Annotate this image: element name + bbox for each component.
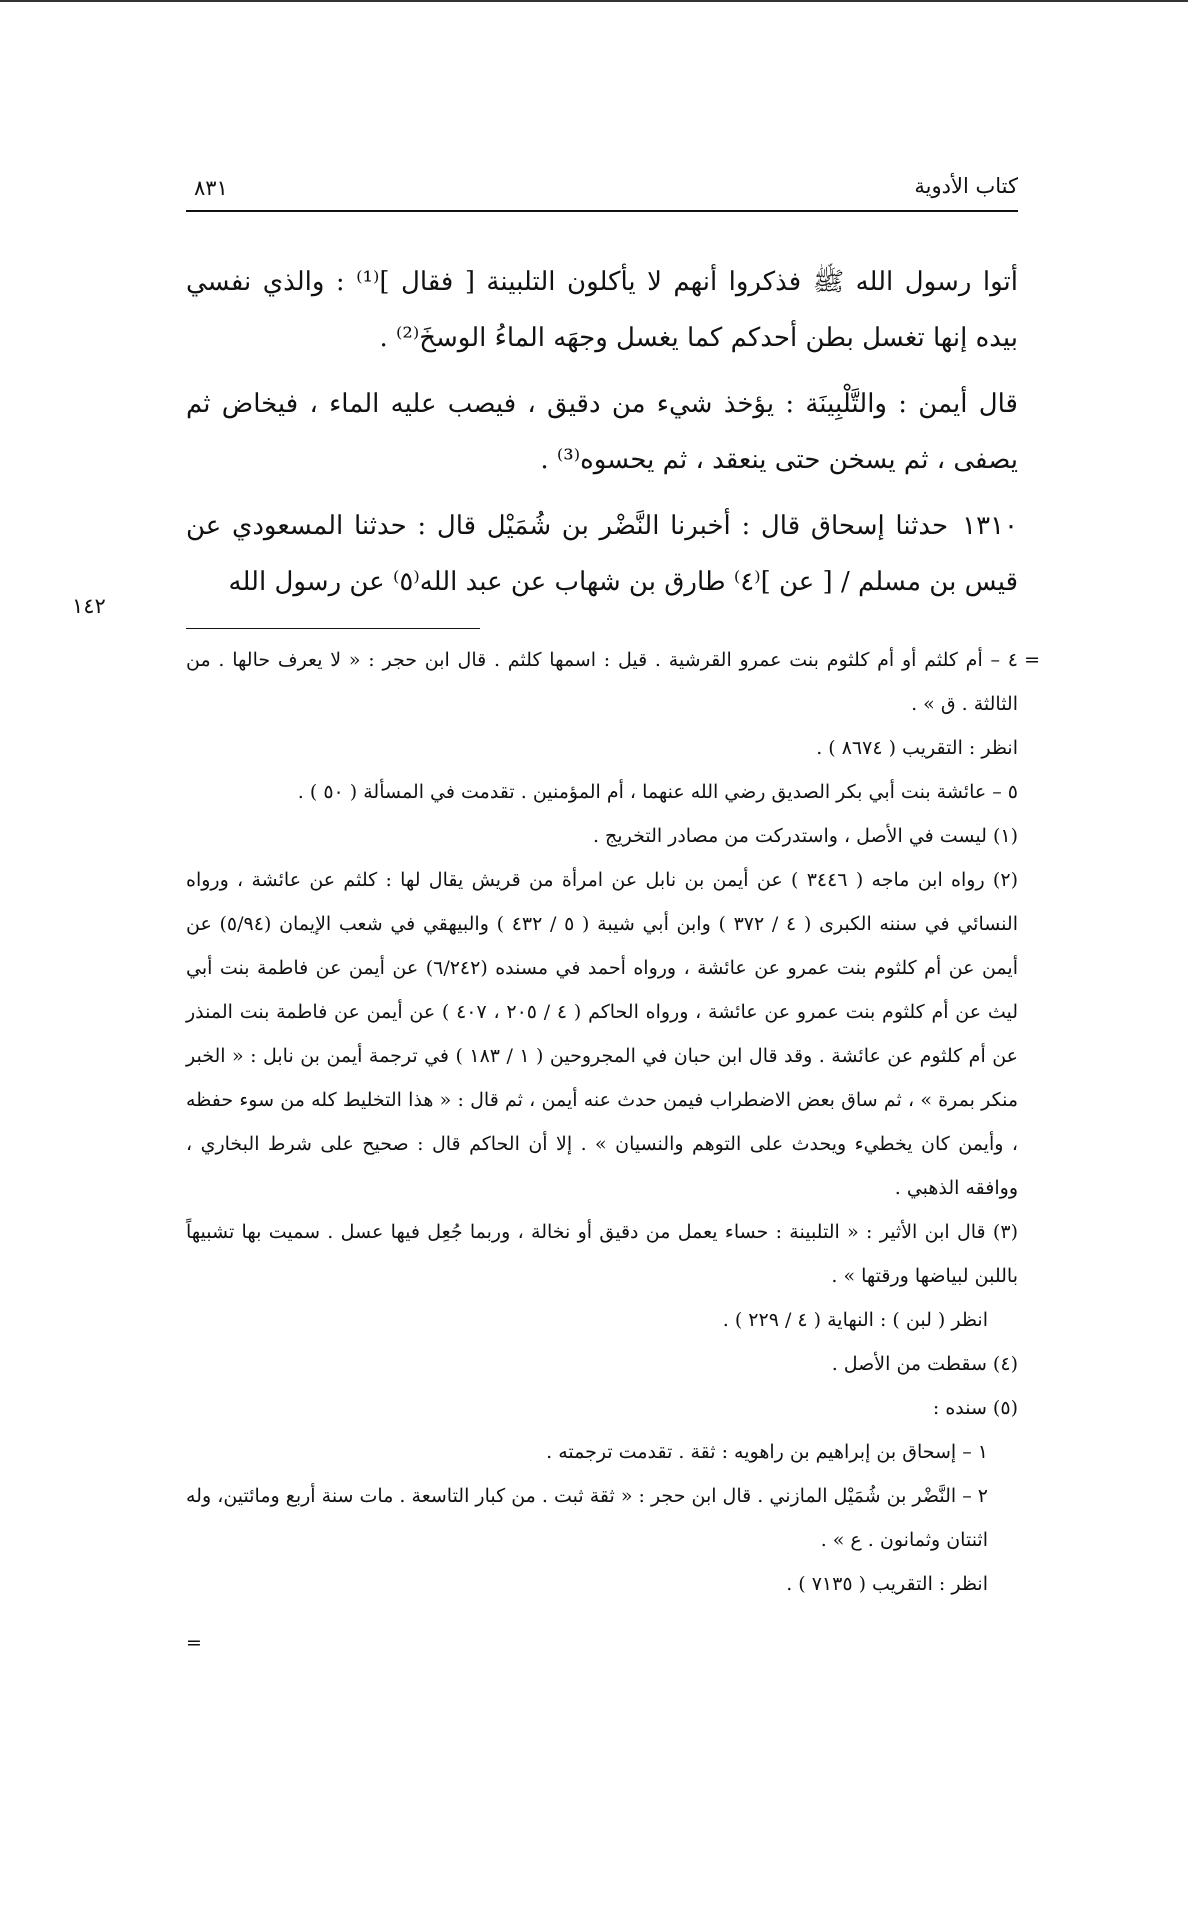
- scan-edge: [0, 0, 1188, 2]
- paragraph-1: أتوا رسول الله ﷺ فذكروا أنهم لا يأكلون التلبينة [ فقال ]⁽¹⁾ : والذي نفسي بيده إنها تغسل بطن أحدكم كما يغسل وجهَه الماءُ الوسخَ⁽²⁾ .: [186, 267, 1018, 353]
- document-page: [186, 170, 1040, 1606]
- page-number: ٨٣١: [194, 176, 228, 200]
- footnote-1: (١) ليست في الأصل ، واستدركت من مصادر التخريج .: [592, 825, 1018, 847]
- continuation-mark: =: [1024, 649, 1040, 671]
- bottom-continuation-mark: =: [186, 1632, 202, 1654]
- footnote-carry-4-ref: انظر : التقريب ( ٨٦٧٤ ) .: [816, 737, 1018, 759]
- paragraph-2: قال أيمن : والتَّلْبِينَة : يؤخذ شيء من دقيق ، فيصب عليه الماء ، فيخاض ثم يصفى ، ثم يسخن حتى ينعقد ، ثم يحسوه⁽³⁾ .: [186, 389, 1018, 475]
- footnote-3: (٣) قال ابن الأثير : « التلبينة : حساء يعمل من دقيق أو نخالة ، وربما جُعِل فيها عسل . سميت بها تشبيهاً باللبن لبياضها ورقتها » .: [186, 1221, 1018, 1287]
- footnote-5-item-1: ١ – إسحاق بن إبراهيم بن راهويه : ثقة . تقدمت ترجمته .: [546, 1441, 988, 1463]
- hadith-number: ١٣١٠: [962, 511, 1018, 541]
- page-header: [186, 170, 1018, 212]
- hadith-text: حدثنا إسحاق قال : أخبرنا النَّضْر بن شُمَيْل قال : حدثنا المسعودي عن قيس بن مسلم / [ عن ]⁽٤⁾ طارق بن شهاب عن عبد الله⁽٥⁾ عن رسول الله: [186, 511, 1018, 597]
- footnote-carry-5: ٥ – عائشة بنت أبي بكر الصديق رضي الله عنهما ، أم المؤمنين . تقدمت في المسألة ( ٥٠ ) .: [297, 781, 1018, 803]
- footnote-5-item-2: ٢ – النَّضْر بن شُمَيْل المازني . قال ابن حجر : « ثقة ثبت . من كبار التاسعة . مات سنة أربع ومائتين، وله اثنتان وثمانون . ع » .: [186, 1485, 988, 1551]
- margin-page-reference: ١٤٢: [72, 594, 106, 618]
- running-title: كتاب الأدوية: [914, 174, 1018, 198]
- footnote-5: (٥) سنده :: [932, 1397, 1018, 1419]
- footnote-5-item-2-ref: انظر : التقريب ( ٧١٣٥ ) .: [786, 1573, 988, 1595]
- footnotes: [186, 638, 1040, 1606]
- footnote-2: (٢) رواه ابن ماجه ( ٣٤٤٦ ) عن أيمن بن نابل عن امرأة من قريش يقال لها : كلثم عن عائشة ، ورواه النسائي في سننه الكبرى ( ٤ / ٣٧٢ ) وابن أبي شيبة ( ٥ / ٤٣٢ ) والبيهقي في شعب الإيمان (٥/٩٤) عن أيمن عن أم كلثوم بنت عمرو عن عائشة ، ورواه أحمد في مسنده (٦/٢٤٢) عن أيمن عن فاطمة بنت أبي ليث عن أم كلثوم بنت عمرو عن عائشة ، ورواه الحاكم ( ٤ / ٢٠٥ ، ٤٠٧ ) عن أيمن عن فاطمة بنت المنذر عن أم كلثوم عن عائشة . وقد قال ابن حبان في المجروحين ( ١ / ١٨٣ ) في ترجمة أيمن بن نابل : « الخبر منكر بمرة » ، ثم ساق بعض الاضطراب فيمن حدث عنه أيمن ، ثم قال : « هذا التخليط كله من سوء حفظه ، وأيمن كان يخطيء ويحدث على التوهم والنسيان » . إلا أن الحاكم قال : صحيح على شرط البخاري ، ووافقه الذهبي .: [186, 869, 1019, 1199]
- footnote-3-ref: انظر ( لبن ) : النهاية ( ٤ / ٢٢٩ ) .: [722, 1309, 988, 1331]
- paragraph-3: [186, 498, 1018, 610]
- footnote-carry-4: = ٤ – أم كلثم أو أم كلثوم بنت عمرو القرشية . قيل : اسمها كلثم . قال ابن حجر : « لا يعرف حالها . من الثالثة . ق » .: [186, 638, 1018, 726]
- footnote-4: (٤) سقطت من الأصل .: [831, 1353, 1018, 1375]
- main-text: [186, 254, 1018, 610]
- footnote-separator: [186, 620, 1018, 638]
